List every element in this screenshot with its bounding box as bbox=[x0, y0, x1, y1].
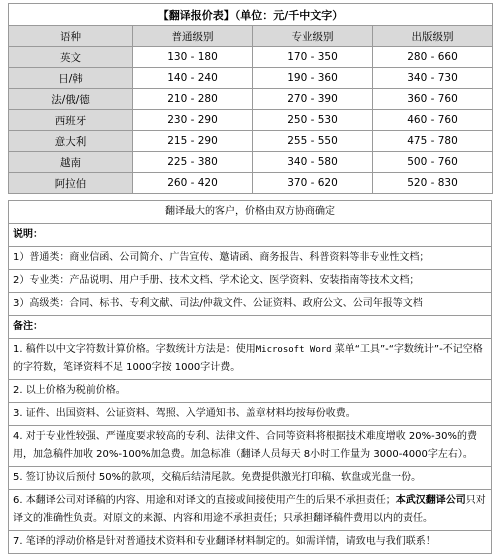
row-pro-price: 370 - 620 bbox=[253, 173, 373, 194]
list-item bbox=[9, 339, 492, 380]
row-normal-price: 215 - 290 bbox=[133, 131, 253, 152]
explain-item-professional: 2）专业类：产品说明、用户手册、技术文档、学术论文、医学资料、安装指南等技术文档； bbox=[9, 270, 492, 293]
notes-banner: 翻译最大的客户，价格由双方协商确定 bbox=[9, 201, 492, 224]
row-pub-price: 280 - 660 bbox=[373, 47, 493, 68]
row-pub-price: 360 - 760 bbox=[373, 89, 493, 110]
notes-table bbox=[8, 200, 492, 554]
remark-1-text-a: 1. 稿件以中文字符数计算价格。字数统计方法是：使用 bbox=[13, 344, 256, 355]
row-language: 意大利 bbox=[9, 131, 133, 152]
explain-label: 说明： bbox=[9, 224, 492, 247]
row-language: 日/韩 bbox=[9, 68, 133, 89]
explain-label-row bbox=[9, 224, 492, 247]
remark-7: 7. 笔译的浮动价格是针对普通技术资料和专业翻译材料制定的。如需详情，请致电与我们联系！ bbox=[9, 531, 492, 554]
header-professional: 专业级别 bbox=[253, 26, 373, 47]
row-pro-price: 190 - 360 bbox=[253, 68, 373, 89]
price-table-title: 【翻译报价表】（单位：元/千中文字） bbox=[9, 4, 493, 26]
header-publication: 出版级别 bbox=[373, 26, 493, 47]
list-item bbox=[9, 247, 492, 270]
row-language: 英文 bbox=[9, 47, 133, 68]
table-row bbox=[9, 47, 493, 68]
remarks-label: 备注： bbox=[9, 316, 492, 339]
row-pub-price: 475 - 780 bbox=[373, 131, 493, 152]
remark-1-software-name: Microsoft Word bbox=[255, 345, 332, 355]
remark-6-text-b: 只对译文的准确性负责。对原文的来源、内容和用途不承担责任；只承担翻译稿件费用以内的责任。 bbox=[13, 495, 486, 524]
list-item bbox=[9, 467, 492, 490]
row-normal-price: 260 - 420 bbox=[133, 173, 253, 194]
notes-banner-row bbox=[9, 201, 492, 224]
row-pub-price: 340 - 730 bbox=[373, 68, 493, 89]
table-row bbox=[9, 68, 493, 89]
remarks-label-row bbox=[9, 316, 492, 339]
list-item bbox=[9, 293, 492, 316]
list-item bbox=[9, 380, 492, 403]
remark-1-text-b: 菜单“工具”-“字数统计”-不记空格的字符数，笔译资料不足 1000字按 1000字计费。 bbox=[13, 344, 483, 373]
row-normal-price: 225 - 380 bbox=[133, 152, 253, 173]
row-normal-price: 130 - 180 bbox=[133, 47, 253, 68]
row-pro-price: 340 - 580 bbox=[253, 152, 373, 173]
explain-item-advanced: 3）高级类：合同、标书、专利文献、司法/仲裁文件、公证资料、政府公文、公司年报等文档 bbox=[9, 293, 492, 316]
row-pro-price: 250 - 530 bbox=[253, 110, 373, 131]
row-normal-price: 230 - 290 bbox=[133, 110, 253, 131]
row-language: 法/俄/德 bbox=[9, 89, 133, 110]
price-table-header-row bbox=[9, 26, 493, 47]
remark-3: 3. 证件、出国资料、公证资料、驾照、入学通知书、盖章材料均按每份收费。 bbox=[9, 403, 492, 426]
row-pub-price: 520 - 830 bbox=[373, 173, 493, 194]
row-language: 越南 bbox=[9, 152, 133, 173]
list-item bbox=[9, 270, 492, 293]
row-normal-price: 210 - 280 bbox=[133, 89, 253, 110]
list-item bbox=[9, 426, 492, 467]
remark-6-company-name: 本武汉翻译公司 bbox=[395, 495, 466, 506]
row-language: 西班牙 bbox=[9, 110, 133, 131]
price-table-title-row bbox=[9, 4, 493, 26]
table-row bbox=[9, 89, 493, 110]
table-row bbox=[9, 173, 493, 194]
row-normal-price: 140 - 240 bbox=[133, 68, 253, 89]
list-item bbox=[9, 490, 492, 531]
remark-1 bbox=[9, 339, 492, 380]
remark-2: 2. 以上价格为税前价格。 bbox=[9, 380, 492, 403]
remark-6-text-a: 6. 本翻译公司对译稿的内容、用途和对译文的直接或间接使用产生的后果不承担责任； bbox=[13, 495, 396, 506]
table-row bbox=[9, 131, 493, 152]
list-item bbox=[9, 531, 492, 554]
row-pro-price: 255 - 550 bbox=[253, 131, 373, 152]
price-table bbox=[8, 3, 493, 194]
row-language: 阿拉伯 bbox=[9, 173, 133, 194]
row-pro-price: 170 - 350 bbox=[253, 47, 373, 68]
remark-4: 4. 对于专业性较强、严谨度要求较高的专利、法律文件、合同等资料将根据技术难度增收 20%-30%的费用，加急稿件加收 20%-100%加急费。加急标准（翻译人员每天 8小时工作量为 3000-4000字左右）。 bbox=[9, 426, 492, 467]
list-item bbox=[9, 403, 492, 426]
table-row bbox=[9, 152, 493, 173]
header-normal: 普通级别 bbox=[133, 26, 253, 47]
row-pub-price: 460 - 760 bbox=[373, 110, 493, 131]
header-language: 语种 bbox=[9, 26, 133, 47]
row-pub-price: 500 - 760 bbox=[373, 152, 493, 173]
explain-item-general: 1）普通类：商业信函、公司简介、广告宣传、邀请函、商务报告、科普资料等非专业性文档； bbox=[9, 247, 492, 270]
table-row bbox=[9, 110, 493, 131]
remark-6 bbox=[9, 490, 492, 531]
row-pro-price: 270 - 390 bbox=[253, 89, 373, 110]
remark-5: 5. 签订协议后预付 50%的款项，交稿后结清尾款。免费提供激光打印稿、软盘或光盘一份。 bbox=[9, 467, 492, 490]
